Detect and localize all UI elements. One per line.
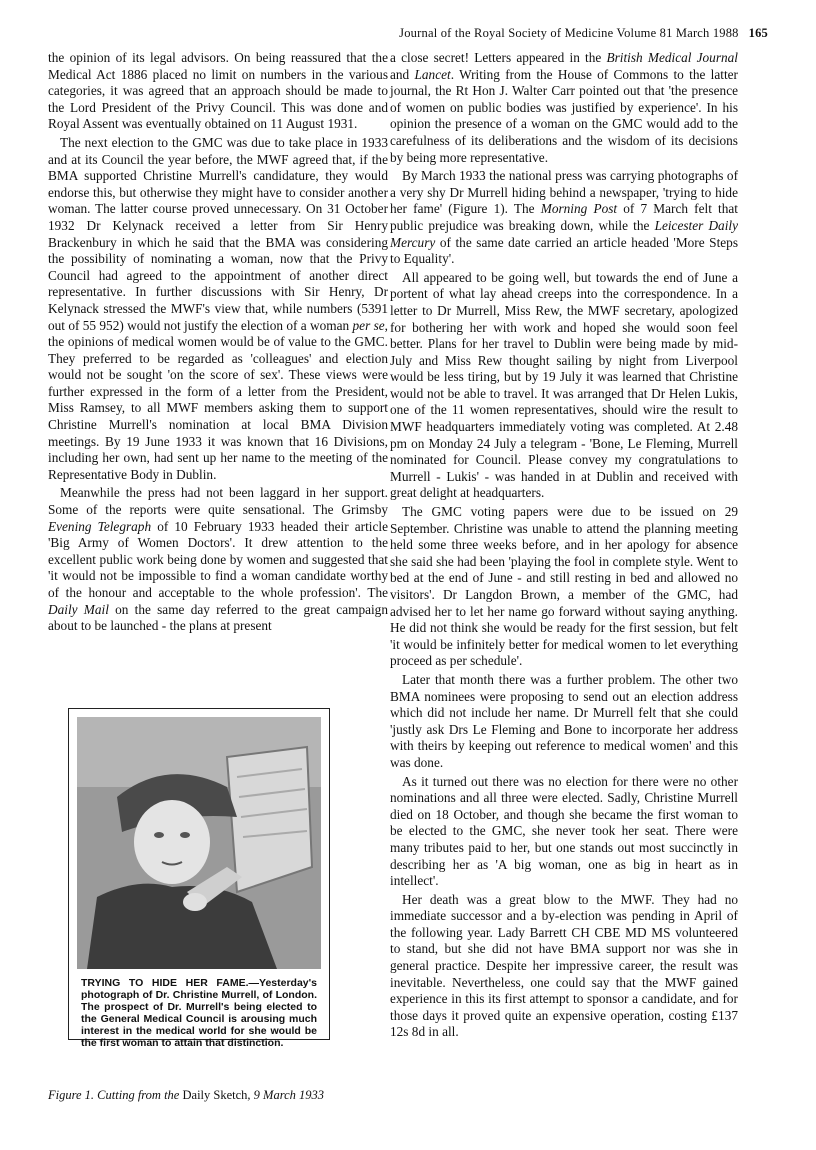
figure-label — [48, 1088, 348, 1103]
paragraph: All appeared to be going well, but towards the end of June a portent of what lay ahead creeps into the correspondence. In a letter to Dr Murrell, Miss Rew, the MWF secretary, apologized for bothering her with work and hoped she would soon feel better. Plans for her travel to Dublin were being made by mid-July and Miss Rew thought sailing by night from Liverpool would be less tiring, but by 19 July it was learned that Christine would not be able to travel. It was arranged that Dr Helen Lukis, one of the 11 women representatives, should wire the result to MWF headquarters immediately voting was completed. At 2.48 pm on Monday 24 July a telegram - 'Bone, Le Fleming, Murrell nominated for Council. Please convey my congratulations to Murrell - Lukis' - was handed in at Dublin and received with great delight at headquarters. — [390, 269, 738, 501]
emphasis: Evening Telegraph — [48, 518, 152, 534]
paragraph — [48, 135, 388, 483]
paragraph: The GMC voting papers were due to be issued on 29 September. Christine was unable to attend the planning meeting held some three weeks before, and in her apology for absence she said she had been 'playing the fool in complete style. Went to bed at the end of June - and still resting in bed and allowed no visitors'. Dr Langdon Brown, a member of the GMC, had advised her to let her name go forward without saying anything. He did not think she would be ready for the first session, but felt 'it would be infinitely better for medical women to let everything proceed as per schedule'. — [390, 504, 738, 669]
paragraph: Her death was a great blow to the MWF. They had no immediate successor and a by-election was pending in April of the following year. Lady Barrett CH CBE MD MS volunteered to stand, but she did not have BMA support nor was she in general practice. Despite her impressive career, the result was inevitable. Nevertheless, one could say that the MWF gained experience in this its first attempt to sponsor a candidate, and for those days it proved quite an expensive operation, costing £137 12s 8d in all. — [390, 891, 738, 1040]
emphasis: per se — [352, 317, 385, 333]
text: the opinion of its legal advisors. On being reassured that the Medical Act 1886 placed no limit on numbers in the various categories, it was agreed that an approach should be made to the Lord President of the Privy Council. This was done and Royal Assent was eventually obtained on 11 August 1931. — [48, 50, 388, 132]
emphasis: British Medical Journal — [606, 50, 738, 65]
figure-clipping — [68, 708, 330, 1049]
text: Meanwhile the press had not been laggard in her support. Some of the reports were quite sensational. The Grimsby — [48, 485, 388, 518]
running-header — [399, 26, 768, 41]
clipping-caption — [81, 977, 317, 1049]
caption-lead: TRYING TO HIDE HER FAME. — [81, 977, 249, 989]
text: . Writing from the House of Commons to the latter journal, the Rt Hon J. Walter Carr pointed out that 'the presence of women on public bodies was justified by experience'. In his opinion the presence of a woman on the GMC would add to the carefulness of its deliberations and the wisdom of its decisions by being more representative. — [390, 66, 738, 165]
page-number: 165 — [748, 26, 768, 40]
figure-source: Daily Sketch — [182, 1088, 248, 1102]
text: The next election to the GMC was due to take place in 1933 and at its Council the year before, the MWF agreed that, if the BMA supported Christine Murrell's candidature, they would endorse this, but otherwise they might have to consider another woman. The latter course proved unnecessary. On 31 October 1932 Dr Kelynack received a letter from Sir Henry Brackenbury in which he said that the BMA was considering the possibility of nominating a woman, now that the Privy Council had agreed to the appointment of another direct representative. In further discussions with Sir Henry, Dr Kelynack stressed the MWF's view that, while numbers (5391 out of 55 952) would not justify the election of a woman — [48, 134, 388, 333]
text: a close secret! Letters appeared in the — [390, 50, 607, 65]
paragraph — [48, 50, 388, 133]
newspaper-photo — [77, 717, 321, 969]
emphasis: Lancet — [414, 66, 451, 82]
journal-title: Journal of the Royal Society of Medicine Volume 81 March 1988 — [399, 26, 739, 40]
emphasis: Morning Post — [540, 201, 618, 217]
text: of the same date carried an article headed 'More Steps to Equality'. — [390, 234, 738, 267]
text: and — [390, 66, 415, 82]
figure-label-text: Figure 1. Cutting from the — [48, 1088, 183, 1102]
text: of 7 March felt that public prejudice was breaking down, while the — [390, 201, 738, 233]
paragraph — [390, 168, 738, 268]
paragraph — [48, 485, 388, 634]
left-column — [48, 50, 388, 635]
caption-body: —Yesterday's photograph of Dr. Christine Murrell, of London. The prospect of Dr. Murrell's being elected to the General Medical Council is arousing much interest in the medical world for she would be the first woman to attain that distinction. — [81, 977, 317, 1049]
photo-illustration — [77, 717, 321, 969]
right-column — [390, 50, 738, 1041]
paragraph: As it turned out there was no election for there were no other nominations and all three were elected. Sadly, Christine Murrell died on 18 October, and though she became the first woman to be elected to the GMC, she never took her seat. There were many tributes paid to her, but one stands out most succinctly in describing her as 'A big woman, one as big in heart as in intellect'. — [390, 773, 738, 889]
figure-date: , 9 March 1933 — [247, 1088, 325, 1102]
paragraph: Later that month there was a further problem. The other two BMA nominees were proposing to send out an election address which did not include her name. Dr Murrell felt that she could 'justly ask Drs Le Fleming and Bone to incorporate her address with theirs by keeping out reference to medical women' and this was done. — [390, 671, 738, 770]
paragraph — [390, 50, 738, 166]
emphasis: Leicester Daily Mercury — [390, 217, 738, 250]
emphasis: Daily Mail — [48, 601, 109, 617]
text: on the same day referred to the great campaign about to be launched - the plans at present — [48, 601, 388, 634]
text: By March 1933 the national press was carrying photographs of a very shy Dr Murrell hiding behind a newspaper, 'trying to hide her fame' (Figure 1). The — [390, 168, 738, 217]
text: , the opinions of medical women would be of value to the GMC. They preferred to be regarded as 'colleagues' and election would not be sought 'on the score of sex'. These views were further expressed in the form of a letter from the President, Miss Ramsey, to all MWF members asking them to support Christine Murrell's nomination at local BMA Division meetings. By 19 June 1933 it was known that 16 Divisions, including her own, had sent up her name to the meeting of the Representative Body in Dublin. — [48, 317, 388, 482]
text: of 10 February 1933 headed their article 'Big Army of Women Doctors'. It drew attention to the excellent public work being done by women and suggested that 'it would not be impossible to find a woman candidate worthy of the honour and acceptable to the whole profession'. The — [48, 518, 388, 600]
